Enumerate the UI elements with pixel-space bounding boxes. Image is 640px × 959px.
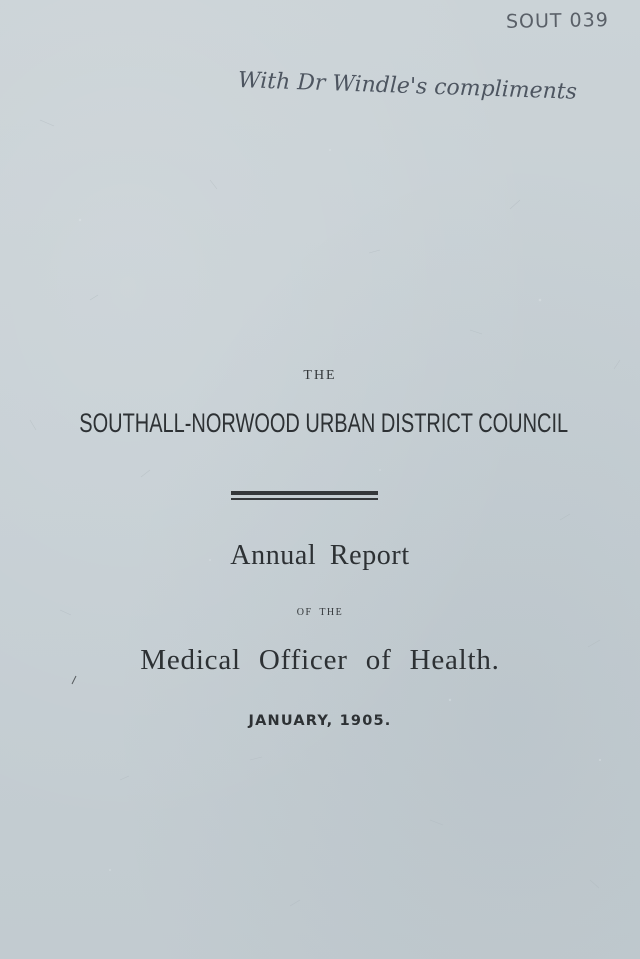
double-rule-thin <box>231 498 378 500</box>
report-date: JANUARY, 1905. <box>248 713 392 729</box>
report-title: Annual Report <box>230 540 410 571</box>
handwritten-inscription: With Dr Windle's compliments <box>237 68 578 105</box>
council-name: SOUTHALL-NORWOOD URBAN DISTRICT COUNCIL <box>79 408 569 438</box>
ink-mark <box>72 676 76 684</box>
double-rule-thick <box>231 491 378 495</box>
shelfmark-label: SOUT 039 <box>505 9 610 33</box>
of-the-label: OF THE <box>296 607 344 618</box>
officer-title: Medical Officer of Health. <box>140 644 500 676</box>
cover-the: THE <box>303 368 337 383</box>
